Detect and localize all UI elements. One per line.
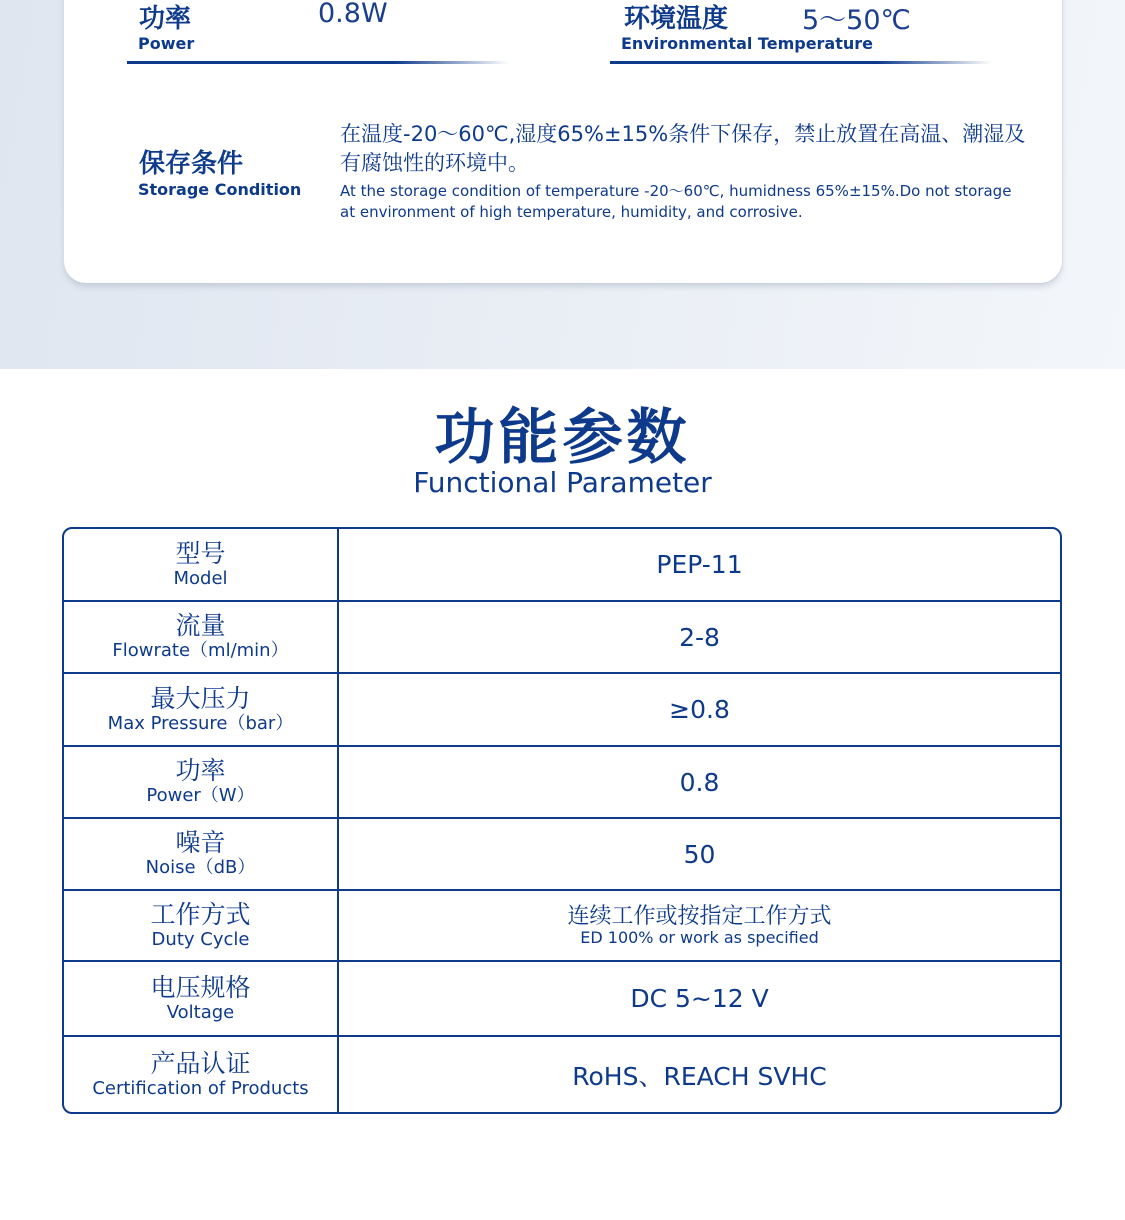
row-label (64, 1037, 339, 1112)
power-label-cn: 功率 (139, 4, 192, 34)
parameter-table (62, 527, 1062, 1114)
table-row (64, 529, 1060, 602)
label-en: Max Pressure（bar） (107, 712, 294, 734)
label-en: Model (173, 567, 228, 589)
value-text: ≥0.8 (669, 695, 730, 724)
row-value (339, 747, 1060, 817)
table-row (64, 1037, 1060, 1112)
env-temp-label-cn: 环境温度 (624, 4, 729, 34)
value-text: 50 (683, 839, 716, 869)
label-cn: 产品认证 (150, 1048, 251, 1078)
row-label (64, 674, 339, 745)
label-cn: 工作方式 (150, 899, 251, 929)
row-label (64, 891, 339, 960)
label-cn: 流量 (175, 611, 226, 640)
label-en: Power（W） (146, 785, 255, 806)
label-en: Noise（dB） (145, 857, 256, 878)
section-title-en: Functional Parameter (413, 466, 712, 499)
power-underline (127, 61, 509, 64)
label-cn: 噪音 (175, 828, 226, 857)
row-value (339, 602, 1060, 672)
env-temp-value: 5～50℃ (802, 5, 911, 36)
label-en: Certification of Products (92, 1077, 309, 1099)
env-temp-underline (610, 61, 992, 64)
value-text: DC 5~12 V (630, 984, 769, 1013)
label-cn: 型号 (175, 538, 226, 568)
storage-label-cn: 保存条件 (139, 149, 244, 179)
value-text: 0.8 (679, 767, 720, 797)
table-row (64, 891, 1060, 962)
label-cn: 功率 (175, 756, 226, 785)
row-label (64, 962, 339, 1035)
row-label (64, 602, 339, 672)
row-value (339, 819, 1060, 889)
row-label (64, 747, 339, 817)
power-value: 0.8W (318, 0, 388, 29)
value-text: PEP-11 (656, 550, 743, 579)
storage-description-en: At the storage condition of temperature -20～60℃, humidness 65%±15%.Do not storage at environment of high temperature, humidity, and corrosive. (340, 182, 1012, 221)
label-cn: 最大压力 (150, 683, 251, 713)
label-cn: 电压规格 (150, 972, 251, 1002)
section-title-cn: 功能参数 (434, 403, 691, 473)
storage-description-cn: 在温度-20～60℃,湿度65%±15%条件下保存，禁止放置在高温、潮湿及有腐蚀性的环境中。 (340, 122, 1026, 175)
row-value (339, 1037, 1060, 1112)
table-row (64, 674, 1060, 747)
row-value (339, 891, 1060, 960)
row-label (64, 819, 339, 889)
storage-label-en: Storage Condition (138, 180, 302, 199)
label-en: Flowrate（ml/min） (112, 640, 289, 661)
row-value (339, 674, 1060, 745)
label-en: Voltage (166, 1001, 235, 1023)
value-text-cn: 连续工作或按指定工作方式 (567, 903, 832, 929)
power-label-en: Power (138, 34, 195, 53)
table-row (64, 747, 1060, 819)
row-label (64, 529, 339, 600)
value-text: RoHS、REACH SVHC (572, 1061, 827, 1091)
row-value (339, 962, 1060, 1035)
table-row (64, 602, 1060, 674)
value-text-en: ED 100% or work as specified (580, 927, 819, 947)
value-text: 2-8 (679, 622, 720, 652)
table-row (64, 962, 1060, 1037)
label-en: Duty Cycle (151, 928, 250, 950)
table-row (64, 819, 1060, 891)
env-temp-label-en: Environmental Temperature (621, 34, 874, 53)
row-value (339, 529, 1060, 600)
